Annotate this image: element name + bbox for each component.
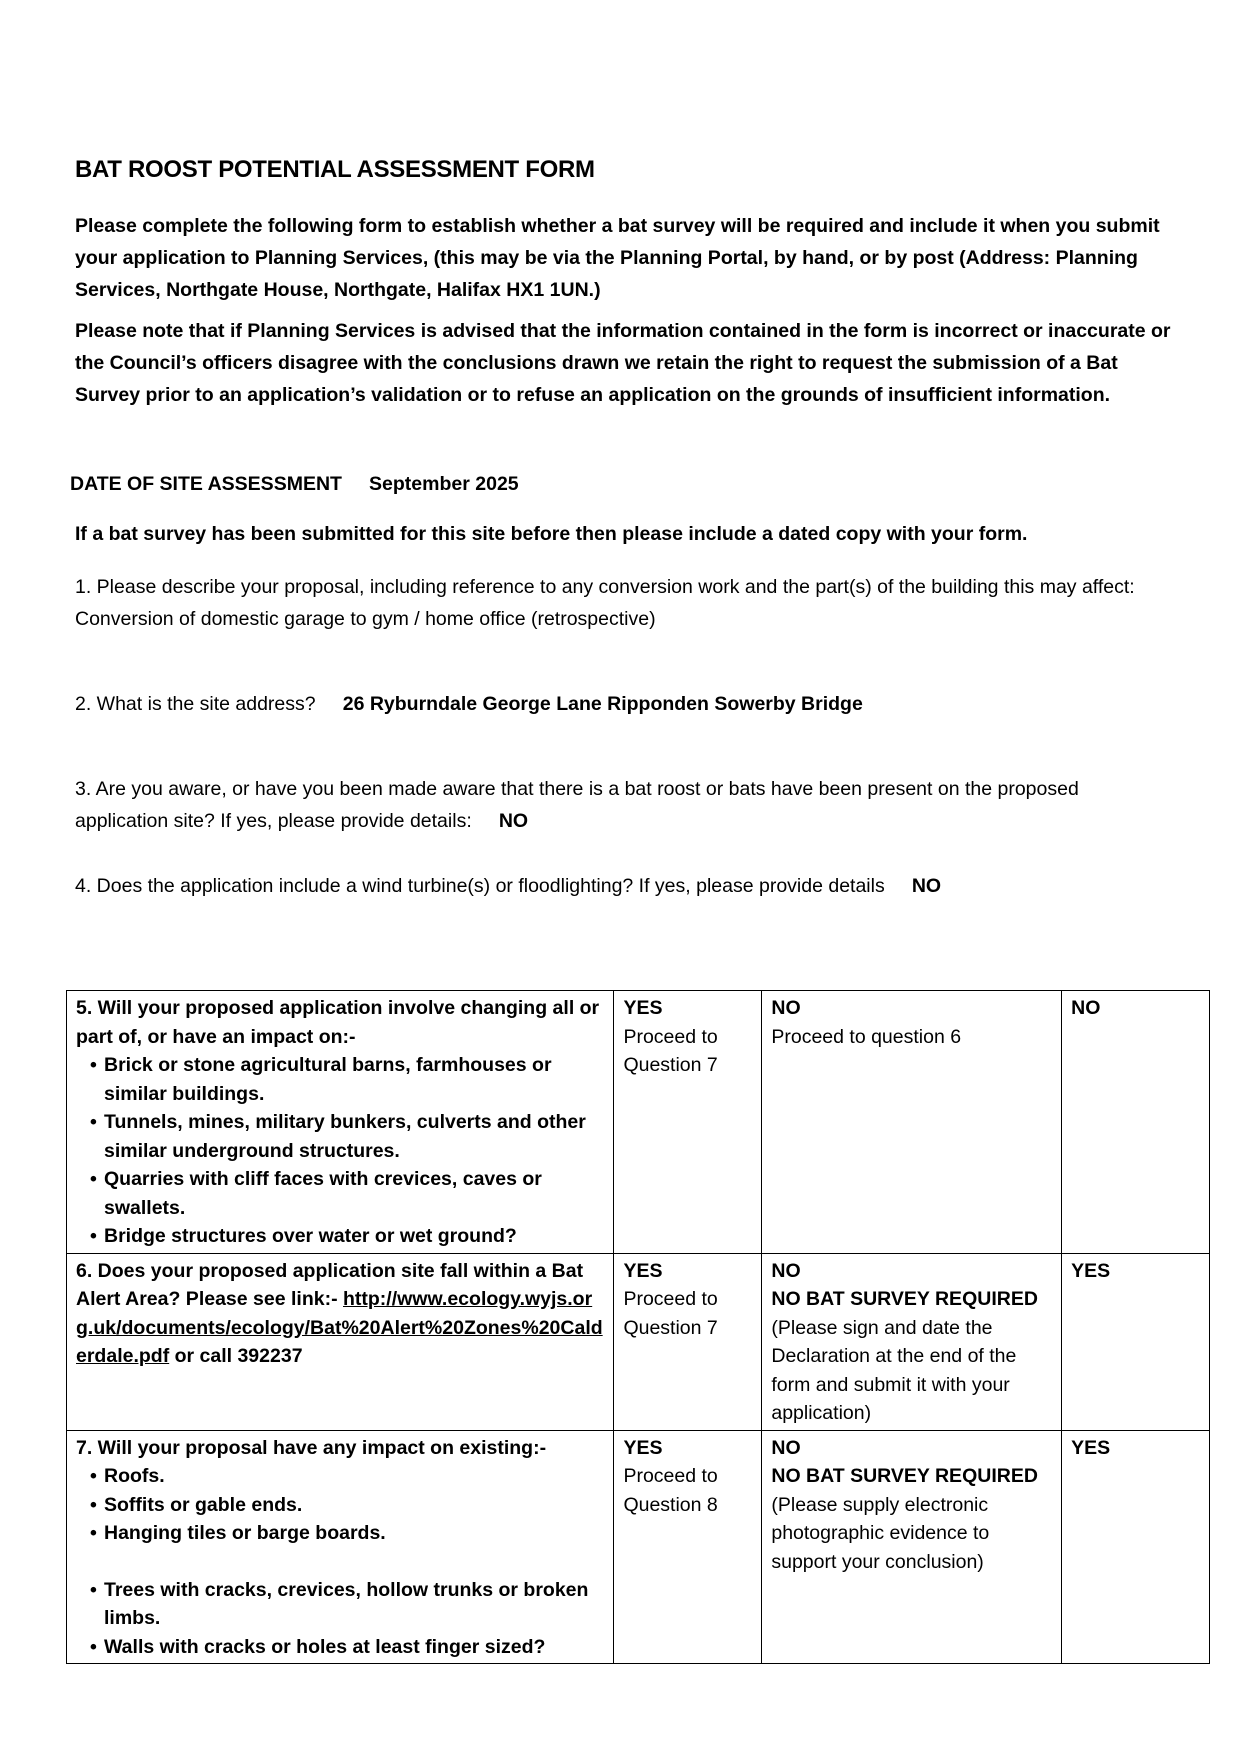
question-4-answer: NO xyxy=(911,875,942,897)
bullet-item: • Trees with cracks, crevices, hollow trunks or broken limbs. xyxy=(104,1576,605,1633)
intro-text: Please complete the following form to establish whether a bat survey will be required and include it when you submit your application to Planning Services, (this may be via the Planning Portal, by hand, or by post (Address: Planning Services, Northgate House, Northgate, Halifax HX1 1UN.) xyxy=(75,215,1160,301)
q5-yes-cell xyxy=(614,991,762,1254)
q7-question: 7. Will your proposal have any impact on existing:- xyxy=(76,1436,547,1459)
question-1-text: 1. Please describe your proposal, including reference to any conversion work and the part(s) of the building this may affect: xyxy=(75,576,1135,598)
q6-question-cell xyxy=(67,1253,614,1430)
question-1-answer: Conversion of domestic garage to gym / home office (retrospective) xyxy=(75,608,656,630)
q6-no-heading: NO BAT SURVEY REQUIRED xyxy=(771,1288,1038,1310)
q7-no-cell xyxy=(762,1430,1062,1664)
q5-yes-label: YES xyxy=(623,997,663,1019)
table-row-q5 xyxy=(67,991,1210,1254)
q6-yes-label: YES xyxy=(623,1259,663,1282)
q7-no-label: NO xyxy=(771,1436,801,1459)
q7-question-cell xyxy=(67,1430,614,1664)
question-2-answer: 26 Ryburndale George Lane Ripponden Sowerby Bridge xyxy=(342,693,863,715)
q6-no-label: NO xyxy=(771,1259,801,1282)
date-label: DATE OF SITE ASSESSMENT xyxy=(70,473,342,495)
q7-yes-cell xyxy=(614,1430,762,1664)
question-3-text: 3. Are you aware, or have you been made aware that there is a bat roost or bats have been present on the proposed application site? If yes, please provide details: xyxy=(75,778,1079,832)
note-text: Please note that if Planning Services is advised that the information contained in the form is incorrect or inaccurate or the Council’s officers disagree with the conclusions drawn we retain the right to request the submission of a Bat Survey prior to an application’s validation or to refuse an application on the grounds of insufficient information. xyxy=(75,320,1171,406)
q5-question: 5. Will your proposed application involve changing all or part of, or have an impact on:- xyxy=(76,997,600,1048)
q7-bullets-a xyxy=(76,1462,605,1548)
bullet-item: • Roofs. xyxy=(104,1462,605,1491)
bullet-item: • Walls with cracks or holes at least finger sized? xyxy=(104,1633,605,1662)
question-2-text: 2. What is the site address? xyxy=(75,693,316,715)
q5-bullets xyxy=(76,1051,605,1251)
site-assessment-date xyxy=(70,468,1170,500)
bullet-item: • Quarries with cliff faces with crevices, caves or swallets. xyxy=(104,1165,605,1222)
date-value: September 2025 xyxy=(369,473,519,495)
question-3-answer: NO xyxy=(498,810,529,832)
q6-no-note: (Please sign and date the Declaration at the end of the form and submit it with your application) xyxy=(771,1316,1017,1424)
prior-survey-note: If a bat survey has been submitted for this site before then please include a dated copy with your form. xyxy=(75,523,1028,545)
bullet-item: • Bridge structures over water or wet ground? xyxy=(104,1222,605,1251)
bullet-item: • Hanging tiles or barge boards. xyxy=(104,1519,605,1548)
q5-answer: NO xyxy=(1062,991,1210,1254)
q5-question-cell xyxy=(67,991,614,1254)
question-4-text: 4. Does the application include a wind turbine(s) or floodlighting? If yes, please provide details xyxy=(75,875,885,897)
table-row-q7 xyxy=(67,1430,1210,1664)
question-3 xyxy=(75,773,1175,837)
bullet-item: • Tunnels, mines, military bunkers, culverts and other similar underground structures. xyxy=(104,1108,605,1165)
assessment-table xyxy=(66,990,1210,1664)
q6-no-cell xyxy=(762,1253,1062,1430)
q6-call-number: or call 392237 xyxy=(169,1345,303,1367)
q7-no-note: (Please supply electronic photographic evidence to support your conclusion) xyxy=(771,1493,990,1573)
q5-no-label: NO xyxy=(771,997,801,1019)
q5-yes-note: Proceed to Question 7 xyxy=(623,1025,718,1076)
q7-bullets-b xyxy=(76,1576,605,1662)
q6-yes-note: Proceed to Question 7 xyxy=(623,1288,718,1339)
bullet-item: • Soffits or gable ends. xyxy=(104,1491,605,1520)
bullet-item: • Brick or stone agricultural barns, farmhouses or similar buildings. xyxy=(104,1051,605,1108)
q7-answer: YES xyxy=(1062,1430,1210,1664)
bat-alert-zones-link[interactable]: http://www.ecology.wyjs.org.uk/documents/ecology/Bat%20Alert%20Zones%20Calderdale.pdf xyxy=(76,1288,603,1367)
q7-no-heading: NO BAT SURVEY REQUIRED xyxy=(771,1465,1038,1487)
question-1 xyxy=(75,571,1175,635)
q7-yes-note: Proceed to Question 8 xyxy=(623,1465,718,1516)
q5-no-cell xyxy=(762,991,1062,1254)
q7-yes-label: YES xyxy=(623,1436,663,1459)
q6-yes-cell xyxy=(614,1253,762,1430)
q6-question: 6. Does your proposed application site fall within a Bat Alert Area? Please see link:- xyxy=(76,1259,584,1310)
form-title: BAT ROOST POTENTIAL ASSESSMENT FORM xyxy=(75,156,595,183)
question-2 xyxy=(75,688,1175,720)
q6-answer: YES xyxy=(1062,1253,1210,1430)
q5-no-note: Proceed to question 6 xyxy=(771,1025,962,1048)
question-4 xyxy=(75,870,1175,902)
table-row-q6 xyxy=(67,1253,1210,1430)
